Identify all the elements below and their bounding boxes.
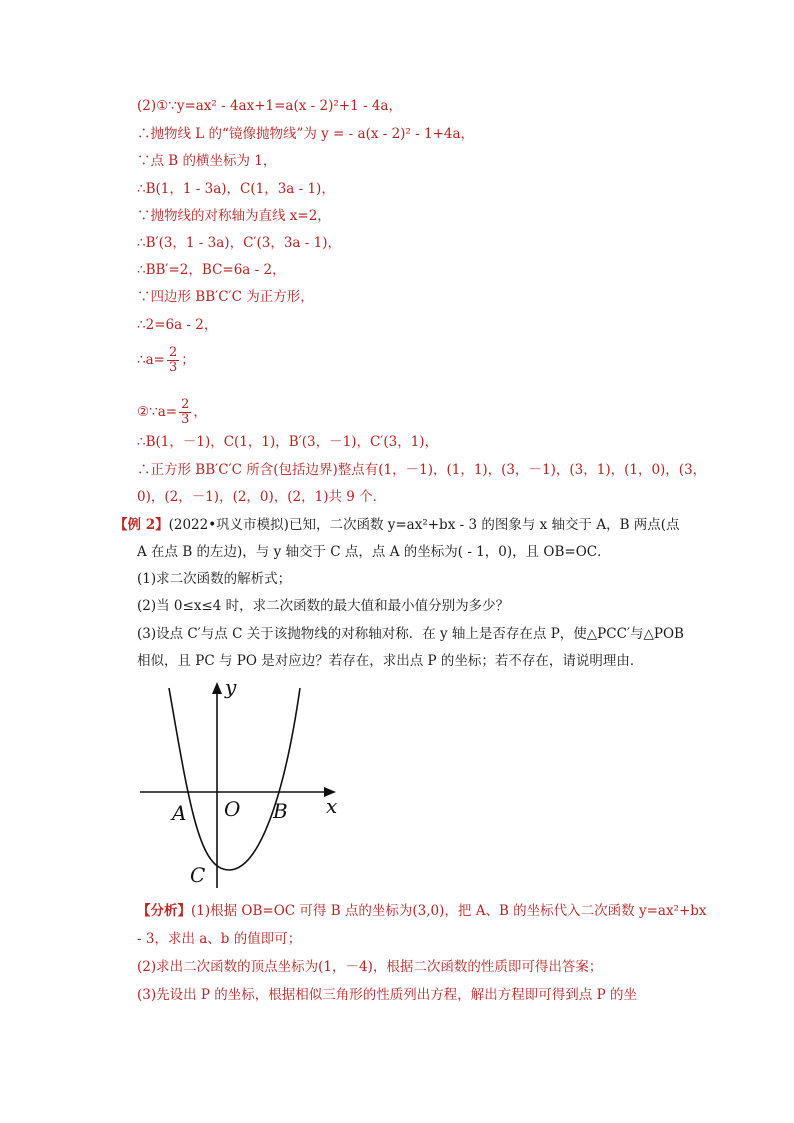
solution-line: ∴正方形 BB′C′C 所含(包括边界)整点有(1，－1)，(1，1)，(3，－1)，(3，1)，(1，0)，(3， (137, 462, 707, 478)
fraction-numerator: 2 (168, 345, 178, 360)
solution-line: 0)，(2，－1)，(2，0)，(2，1)共 9 个． (137, 489, 387, 505)
solution-fraction-line (137, 346, 195, 375)
example-label: 【例 2】 (114, 517, 169, 533)
solution-text: ②∵a= (137, 404, 178, 420)
example-line (114, 516, 680, 534)
analysis-label: 【分析】 (137, 903, 191, 919)
y-axis-arrow (212, 682, 222, 694)
example-text: (2022•巩义市模拟)已知，二次函数 y=ax²+bx - 3 的图象与 x 轴交于 A，B 两点(点 (168, 517, 680, 533)
example-line: (3)设点 C′与点 C 关于该抛物线的对称轴对称．在 y 轴上是否存在点 P，使△PCC′与△POB (137, 626, 684, 642)
analysis-line: (2)求出二次函数的顶点坐标为(1，－4)，根据二次函数的性质即可得出答案； (137, 959, 603, 975)
y-axis-label: y (225, 675, 237, 699)
example-line: A 在点 B 的左边)，与 y 轴交于 C 点，点 A 的坐标为( - 1，0)，且 OB=OC． (137, 544, 611, 560)
fraction-denominator: 3 (181, 412, 190, 427)
solution-line: ∴B(1，－1)，C(1，1)，B′(3，－1)，C′(3，1)， (137, 434, 439, 450)
solution-line: ∴B(1，1 - 3a)，C(1，3a - 1)， (137, 181, 335, 197)
solution-line: ∵四边形 BB′C′C 为正方形， (137, 289, 314, 305)
solution-text: ∴a= (137, 352, 165, 368)
solution-line: ∴B′(3，1 - 3a)，C′(3，3a - 1)， (137, 235, 341, 251)
x-axis-label: x (326, 794, 338, 818)
fraction (179, 398, 191, 427)
parabola-graph (132, 670, 352, 890)
solution-line: ∵点 B 的横坐标为 1， (137, 153, 277, 169)
analysis-line (137, 902, 707, 920)
example-line: (1)求二次函数的解析式； (137, 571, 292, 587)
point-label-B: B (273, 799, 288, 823)
solution-fraction-line (137, 398, 207, 427)
solution-line: ∵抛物线的对称轴为直线 x=2， (137, 208, 331, 224)
point-label-C: C (190, 863, 206, 887)
fraction-denominator: 3 (168, 360, 178, 375)
example-line: 相似，且 PC 与 PO 是对应边？若存在，求出点 P 的坐标；若不存在，请说明理由． (137, 653, 644, 669)
solution-line: (2)①∵y=ax² - 4ax+1=a(x - 2)²+1 - 4a， (137, 98, 402, 114)
point-label-A: A (172, 801, 187, 825)
analysis-line: - 3，求出 a、b 的值即可； (137, 931, 302, 947)
analysis-text: (1)根据 OB=OC 可得 B 点的坐标为(3,0)，把 A、B 的坐标代入二次函数 y=ax²+bx (191, 903, 707, 919)
semicolon: ； (181, 352, 195, 368)
example-line: (2)当 0≤x≤4 时，求二次函数的最大值和最小值分别为多少？ (137, 598, 510, 614)
solution-line: ∴2=6a - 2， (137, 317, 218, 333)
solution-line: ∴BB′=2，BC=6a - 2， (137, 262, 286, 278)
comma: ， (193, 404, 207, 420)
fraction-numerator: 2 (181, 397, 190, 412)
point-label-O: O (224, 797, 241, 821)
fraction (167, 346, 179, 375)
analysis-line: (3)先设出 P 的坐标，根据相似三角形的性质列出方程，解出方程即可得到点 P 的坐 (137, 987, 637, 1003)
solution-line: ∴抛物线 L 的“镜像抛物线”为 y = - a(x - 2)² - 1+4a， (137, 126, 475, 142)
parabola-curve (169, 688, 300, 870)
